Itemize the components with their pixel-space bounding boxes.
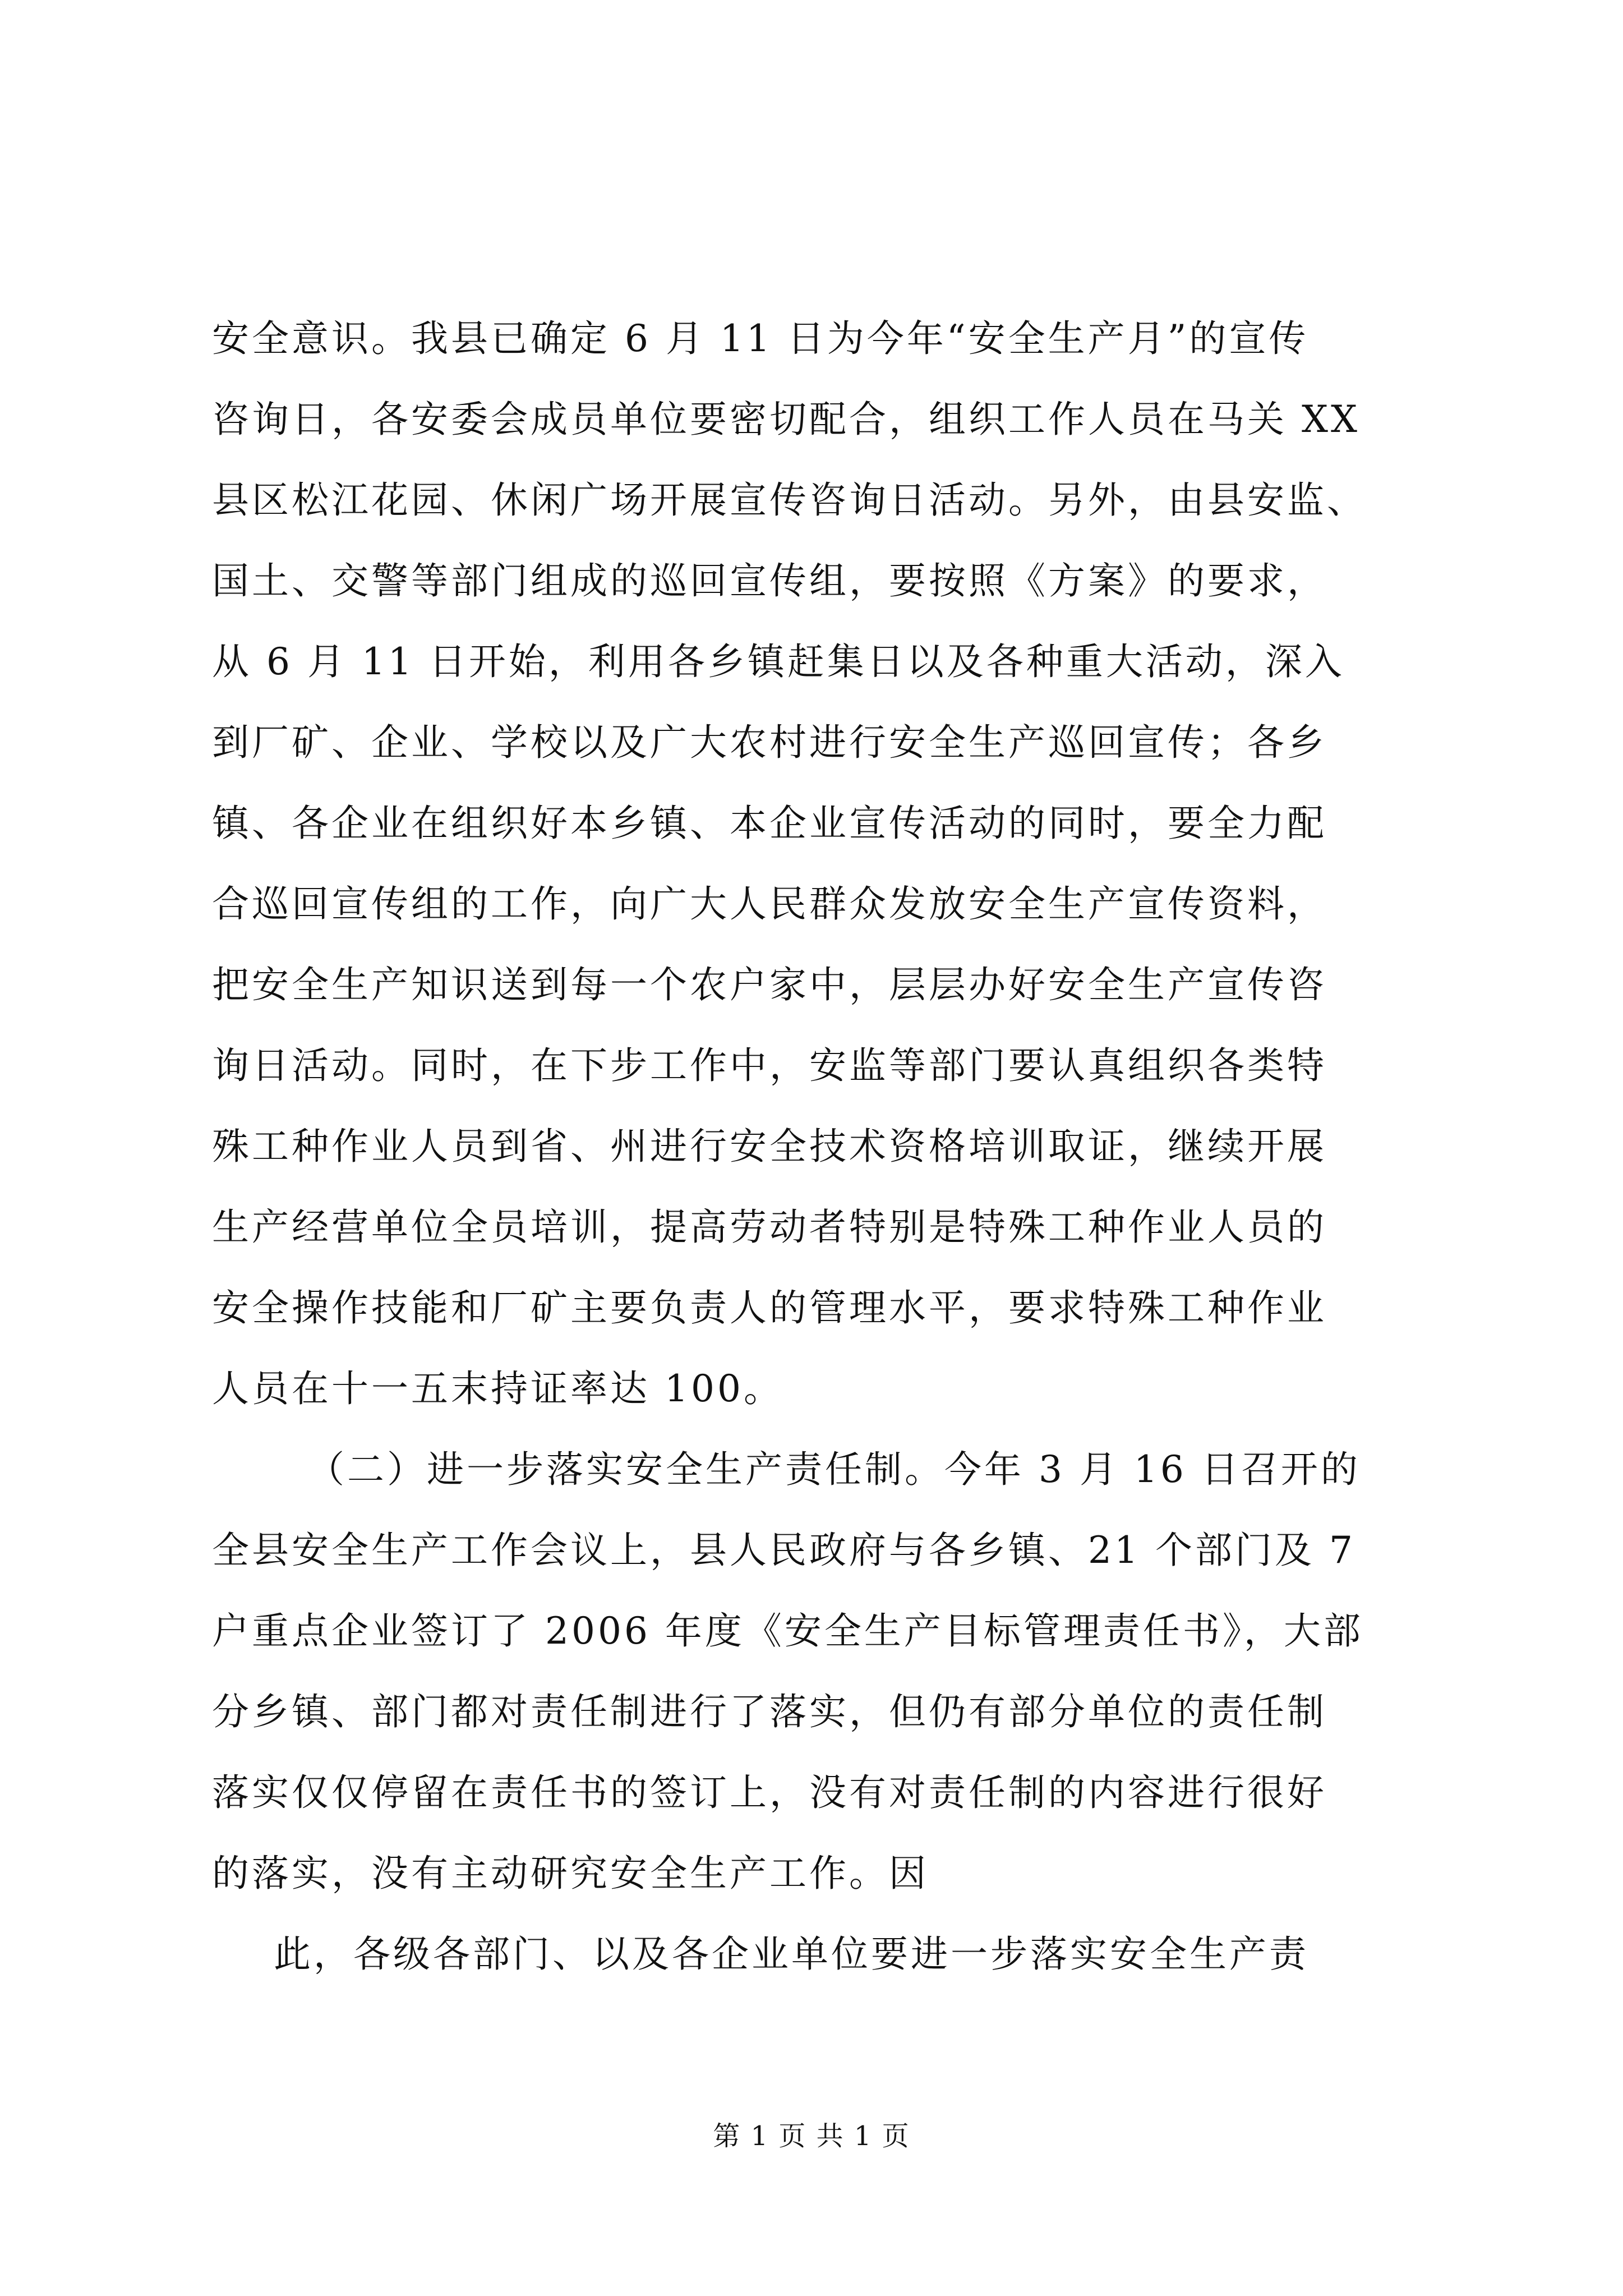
text-line: 镇、各企业在组织好本乡镇、本企业宣传活动的同时，要全力配 (212, 802, 1327, 845)
text-line: 到厂矿、企业、学校以及广大农村进行安全生产巡回宣传；各乡 (212, 721, 1327, 764)
text-line: 把安全生产知识送到每一个农户家中，层层办好安全生产宣传咨 (212, 963, 1327, 1006)
text-line: 此，各级各部门、以及各企业单位要进一步落实安全生产责 (274, 1932, 1309, 1976)
text-line: 人员在十一五末持证率达 100。 (212, 1367, 783, 1410)
text-line: 询日活动。同时，在下步工作中，安监等部门要认真组织各类特 (212, 1044, 1327, 1087)
text-line: 落实仅仅停留在责任书的签订上，没有对责任制的内容进行很好 (212, 1771, 1327, 1814)
text-line: 安全意识。我县已确定 6 月 11 日为今年“安全生产月”的宣传 (212, 317, 1309, 360)
page-number: 第 1 页 共 1 页 (713, 2120, 910, 2152)
section-heading-line: （二）进一步落实安全生产责任制。今年 3 月 16 日召开的 (307, 1448, 1361, 1491)
page-footer (0, 2119, 1623, 2153)
text-line: 安全操作技能和厂矿主要负责人的管理水平，要求特殊工种作业 (212, 1286, 1327, 1329)
text-line: 从 6 月 11 日开始，利用各乡镇赶集日以及各种重大活动，深入 (212, 640, 1345, 683)
body-text (212, 298, 1421, 1995)
text-line: 生产经营单位全员培训，提高劳动者特别是特殊工种作业人员的 (212, 1205, 1327, 1249)
text-line: 县区松江花园、休闲广场开展宣传咨询日活动。另外，由县安监、 (212, 478, 1367, 522)
text-line: 咨询日，各安委会成员单位要密切配合，组织工作人员在马关 XX (212, 398, 1360, 441)
text-line: 分乡镇、部门都对责任制进行了落实，但仍有部分单位的责任制 (212, 1690, 1327, 1733)
text-line: 合巡回宣传组的工作，向广大人民群众发放安全生产宣传资料， (212, 882, 1327, 926)
text-line: 国土、交警等部门组成的巡回宣传组，要按照《方案》的要求， (212, 559, 1327, 602)
text-line: 殊工种作业人员到省、州进行安全技术资格培训取证，继续开展 (212, 1125, 1327, 1168)
text-line: 全县安全生产工作会议上，县人民政府与各乡镇、21 个部门及 7 (212, 1529, 1355, 1572)
text-line: 户重点企业签订了 2006 年度《安全生产目标管理责任书》，大部 (212, 1609, 1363, 1653)
text-line: 的落实，没有主动研究安全生产工作。因 (212, 1852, 929, 1895)
